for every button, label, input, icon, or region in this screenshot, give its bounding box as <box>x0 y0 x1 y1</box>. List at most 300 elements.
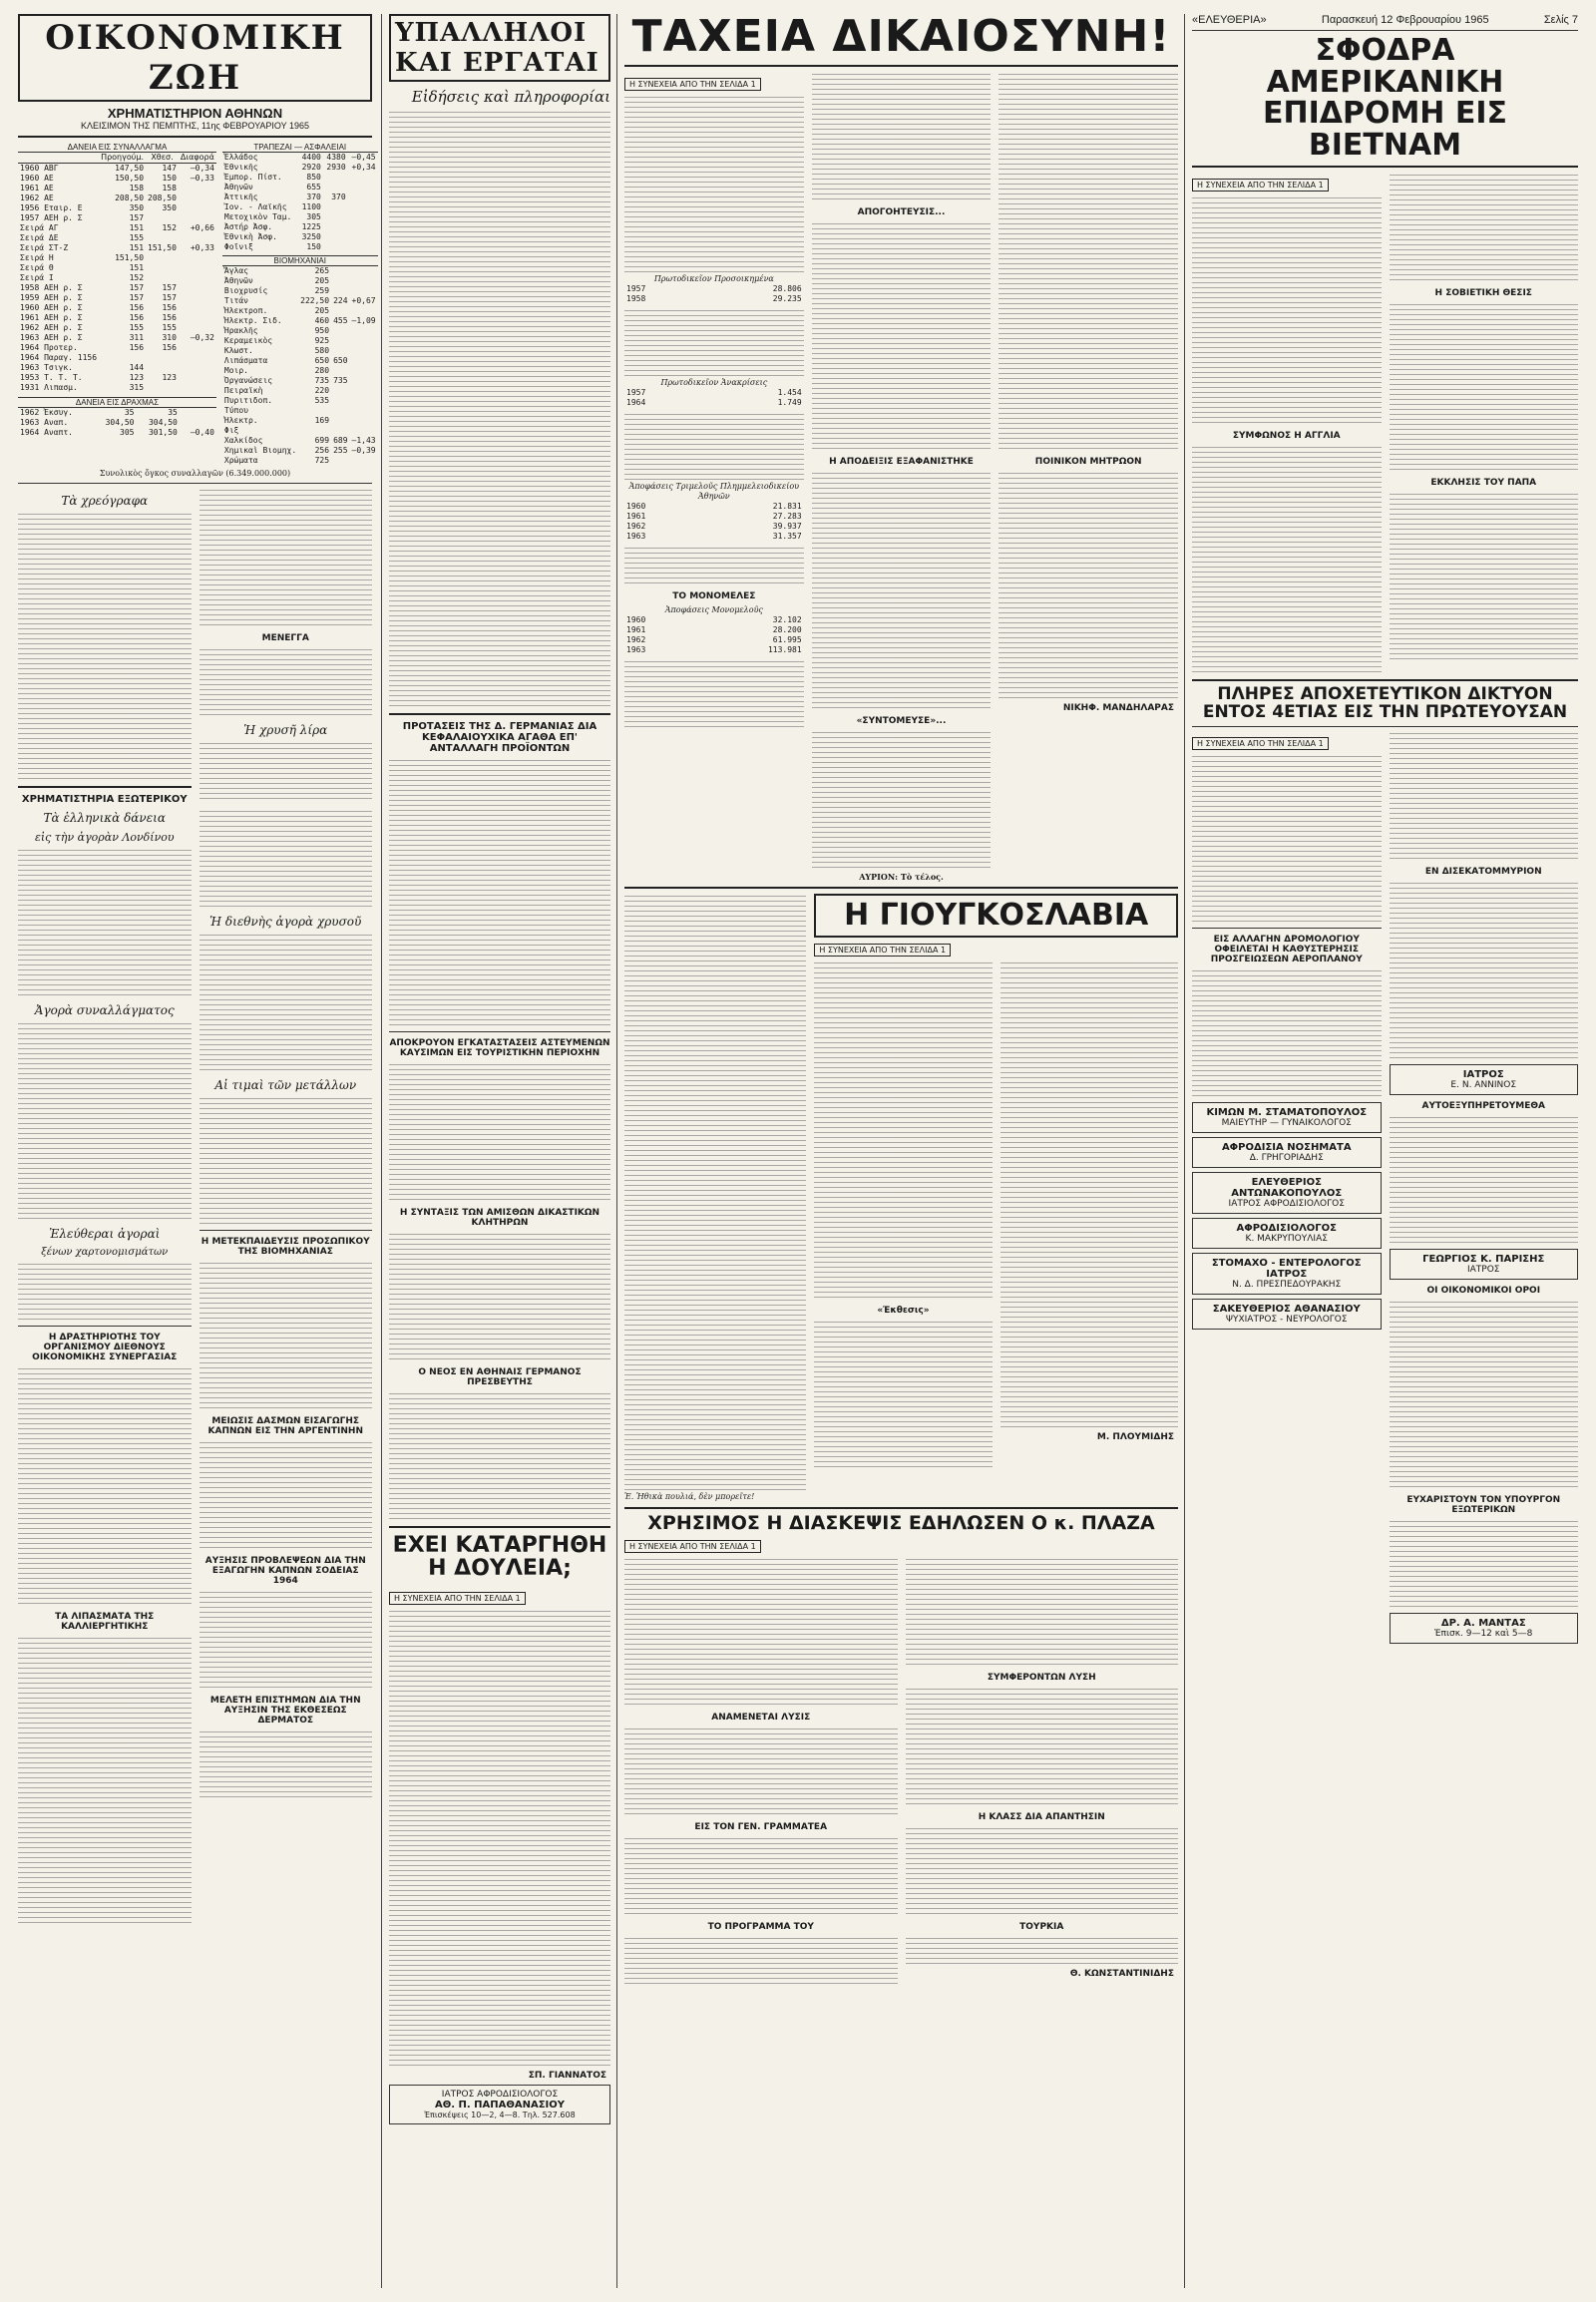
tobacco-export-text <box>200 1590 373 1690</box>
stats-c-table <box>624 502 804 542</box>
free-markets-sub: ξένων χαρτονομισμάτων <box>41 1247 169 1258</box>
stats-year: 1960 <box>626 615 646 625</box>
industry-row-name: Ἄγλας <box>223 266 248 275</box>
forex-text <box>18 1021 192 1221</box>
yugoslavia-text-1 <box>814 960 992 1300</box>
yugoslavia-note: «Ἐκθεσις» <box>877 1305 930 1316</box>
industry-row-name: Λιπάσματα <box>223 356 268 365</box>
industry-row <box>222 286 378 296</box>
industry-row-today <box>331 426 349 436</box>
sewers-text-7 <box>1390 1519 1579 1609</box>
industry-row-diff <box>350 306 378 316</box>
bank-row-name: Ἀστήρ Ἀσφ. <box>223 222 273 231</box>
drachma-loan-row-today: 304,50 <box>148 418 178 427</box>
sewers-continued: Η ΣΥΝΕΧΕΙΑ ΑΠΟ ΤΗΝ ΣΕΛΙΔΑ 1 <box>1192 737 1329 750</box>
industry-row-prev: 259 <box>314 286 330 295</box>
loan-row-name: 1931 Λιπασμ. <box>20 383 78 392</box>
industry-row-name: Τύπου <box>223 406 248 415</box>
strike-continued: Η ΣΥΝΕΧΕΙΑ ΑΠΟ ΤΗΝ ΣΕΛΙΔΑ 1 <box>389 1592 526 1605</box>
drachma-loan-row-prev: 304,50 <box>105 418 135 427</box>
loan-row-today <box>146 273 179 283</box>
loan-row-name: 1957 ΑΕΗ ρ. Σ <box>20 213 83 222</box>
industry-row-name: Ἡρακλῆς <box>223 326 258 335</box>
industry-row <box>222 406 378 416</box>
industry-row-today <box>331 336 349 346</box>
industry-row-today: 455 <box>333 316 348 325</box>
justice-text-1 <box>624 95 804 274</box>
stats-value: 61.995 <box>772 635 802 645</box>
loan-row-prev: 156 <box>129 303 145 312</box>
col-today: Χθεσ. <box>146 153 179 164</box>
loan-row-prev: 158 <box>129 184 145 192</box>
industry-row-diff: —0,39 <box>351 446 376 455</box>
industry-row-diff <box>350 266 378 276</box>
loan-row <box>18 343 216 353</box>
loan-row-name: 1958 ΑΕΗ ρ. Σ <box>20 283 83 292</box>
loan-row-diff <box>179 263 216 273</box>
loan-row-diff <box>179 343 216 353</box>
bank-row-prev: 4400 <box>301 153 321 162</box>
chronicle-title: Τὰ χρεόγραφα <box>61 494 149 508</box>
stats-year: 1958 <box>626 294 646 304</box>
industry-row-diff <box>350 356 378 366</box>
ad-5-line: Κ. ΜΑΚΡΥΠΟΥΛΙΑΣ <box>1245 1233 1328 1244</box>
bank-row-today: 2930 <box>326 163 346 172</box>
justice-text-9 <box>812 730 992 870</box>
loan-row <box>18 293 216 303</box>
industry-row-name: Ἠλεκτρ. <box>223 416 258 425</box>
loan-row-name: 1962 ΑΕΗ ρ. Σ <box>20 323 83 332</box>
chronicle-text <box>18 512 192 781</box>
london-title: εἰς τὴν ἀγορὰν Λονδίνου <box>34 831 175 844</box>
rates-text <box>200 809 373 909</box>
plaza-text-6 <box>906 1687 1179 1806</box>
sewers-sub3: ΑΥΤΟΕΞΥΠΗΡΕΤΟΥΜΕΘΑ <box>1421 1100 1545 1111</box>
justice-text-2 <box>624 308 804 378</box>
bank-row-diff: +0,34 <box>351 163 376 172</box>
plaza-text-5 <box>906 1557 1179 1667</box>
employees-masthead: ΥΠΑΛΛΗΛΟΙ ΚΑΙ ΕΡΓΑΤΑΙ <box>389 14 610 82</box>
industry-row <box>222 306 378 316</box>
org-title: Η ΔΡΑΣΤΗΡΙΟΤΗΣ ΤΟΥ ΟΡΓΑΝΙΣΜΟΥ ΔΙΕΘΝΟΥΣ ΟΙΚΟΝΟΜΙΚΗΣ ΣΥΝΕΡΓΑΣΙΑΣ <box>32 1333 178 1362</box>
drachma-loan-row-today: 35 <box>168 408 178 417</box>
loan-row-today: 208,50 <box>148 193 177 202</box>
vietnam-headline: ΣΦΟΔΡΑ ΑΜΕΡΙΚΑΝΙΚΗ ΕΠΙΔΡΟΜΗ ΕΙΣ ΒΙΕΤΝΑΜ <box>1262 33 1508 163</box>
yugoslavia-main <box>814 894 1178 1492</box>
ad-0-line: ΜΑΙΕΥΤΗΡ — ΓΥΝΑΙΚΟΛΟΓΟΣ <box>1221 1117 1352 1128</box>
forex-market-title: Ἀγορὰ συναλλάγματος <box>34 1003 175 1017</box>
drachma-loan-row-diff <box>180 418 216 428</box>
loan-row-diff <box>179 184 216 193</box>
total-value: (6.349.000.000) <box>225 469 291 478</box>
bank-row-name: Ἀθηνῶν <box>223 183 253 192</box>
industry-row-name: Μοιρ. <box>223 366 248 375</box>
loan-row-diff <box>179 383 216 393</box>
justice-col-2 <box>812 72 992 870</box>
stats-d-title: Ἀποφάσεις Μονομελοῦς <box>664 605 763 615</box>
loan-row <box>18 323 216 333</box>
economy-lower <box>18 488 372 1925</box>
loan-row-prev: 151,50 <box>115 253 145 262</box>
drachma-loan-row-diff <box>180 408 216 418</box>
industry-row <box>222 336 378 346</box>
stats-year: 1957 <box>626 388 646 398</box>
loan-row-prev: 151 <box>129 223 145 232</box>
loan-row-today: 158 <box>162 184 177 192</box>
tourist-text <box>389 1062 610 1202</box>
loan-row-prev: 152 <box>129 273 145 282</box>
justice-text-10 <box>998 72 1178 451</box>
ad-2-title: ΑΦΡΟΔΙΣΙΑ ΝΟΣΗΜΑΤΑ <box>1221 1141 1352 1153</box>
justice-col-1 <box>624 72 804 870</box>
staff-title: Η ΜΕΤΕΚΠΑΙΔΕΥΣΙΣ ΠΡΟΣΩΠΙΚΟΥ ΤΗΣ ΒΙΟΜΗΧΑΝΙΑΣ <box>200 1237 370 1257</box>
stats-value: 113.981 <box>767 645 802 655</box>
bank-row-name: Ἐμπορ. Πίστ. <box>223 173 282 182</box>
loan-row <box>18 184 216 193</box>
vietnam-text-1 <box>1192 195 1382 425</box>
industry-head: ΒΙΟΜΗΧΑΝΙΑΙ <box>222 255 378 266</box>
stats-a-title: Πρωτοδικεῖον Προσοικημένα <box>653 274 774 284</box>
industry-table <box>222 266 378 466</box>
page-header <box>1192 14 1578 26</box>
loan-row-today: 157 <box>162 293 177 302</box>
industry-row-today: 735 <box>333 376 348 385</box>
loan-row-diff <box>179 283 216 293</box>
bank-row-today: 370 <box>331 192 346 201</box>
industry-row-prev: 205 <box>314 306 330 315</box>
loan-row <box>18 333 216 343</box>
bank-row-prev: 1225 <box>301 222 321 231</box>
industry-row-diff <box>350 406 378 416</box>
yugoslavia-text-3 <box>1000 960 1178 1429</box>
industry-row-name: Ἡλεκτρ. Σιδ. <box>223 316 282 325</box>
metals-title: Αἱ τιμαὶ τῶν μετάλλων <box>214 1078 357 1092</box>
banks-head: ΤΡΑΠΕΖΑΙ — ΑΣΦΑΛΕΙΑΙ <box>222 143 378 153</box>
industry-row-today <box>331 276 349 286</box>
loan-row <box>18 303 216 313</box>
sewers-sub1: ΕΝ ΔΙΣΕΚΑΤΟΜΜΥΡΙΟΝ <box>1424 866 1542 877</box>
gold-title: Ἡ χρυσῆ λίρα <box>243 723 328 737</box>
stats-year: 1963 <box>626 532 646 542</box>
industry-row-diff <box>350 286 378 296</box>
ad-6 <box>1192 1253 1382 1295</box>
industry-row-prev <box>298 426 331 436</box>
loan-row-prev: 144 <box>129 363 145 372</box>
industry-row-today <box>331 416 349 426</box>
vietnam-text-3 <box>1390 173 1579 282</box>
bank-row-diff <box>348 183 378 192</box>
economy-lower-left <box>18 488 192 1925</box>
loans-table <box>18 153 216 393</box>
justice-text-11 <box>998 471 1178 700</box>
loan-row-name: 1963 ΑΕΗ ρ. Σ <box>20 333 83 342</box>
loan-row-today <box>146 363 179 373</box>
loan-row-name: Σειρά ΑΓ <box>20 223 59 232</box>
ad-name: ΑΘ. Π. ΠΑΠΑΘΑΝΑΣΙΟΥ <box>434 2100 566 2111</box>
stats-value: 21.831 <box>772 502 802 512</box>
vietnam-text-5 <box>1390 492 1579 661</box>
loan-row-today: 157 <box>162 283 177 292</box>
loan-row-diff <box>179 353 216 363</box>
ad-5-title: ΑΦΡΟΔΙΣΙΟΛΟΓΟΣ <box>1236 1222 1338 1234</box>
loan-row-prev: 150,50 <box>115 174 145 183</box>
bank-row-diff <box>348 192 378 202</box>
london-text <box>18 848 192 997</box>
leather-text <box>200 1729 373 1799</box>
strike-signature: ΣΠ. ΓΙΑΝΝΑΤΟΣ <box>528 2071 606 2082</box>
bank-row-prev: 1100 <box>301 202 321 211</box>
industry-row-diff: —1,43 <box>351 436 376 445</box>
stats-a-table <box>624 284 804 304</box>
loan-row-diff <box>179 203 216 213</box>
loan-row-today <box>146 353 179 363</box>
loan-row-diff <box>179 233 216 243</box>
industry-row-prev: 280 <box>314 366 330 375</box>
col-diff: Διαφορά <box>180 153 214 162</box>
loan-row-prev <box>99 353 146 363</box>
loan-row-prev: 350 <box>129 203 145 212</box>
loan-row <box>18 273 216 283</box>
industry-row-prev: 205 <box>314 276 330 285</box>
industry-row-prev: 580 <box>314 346 330 355</box>
stats-row <box>624 284 804 294</box>
loan-row-prev: 151 <box>129 243 145 252</box>
loan-row-name: 1960 ΑΒΓ <box>20 164 59 173</box>
plaza-continued: Η ΣΥΝΕΧΕΙΑ ΑΠΟ ΤΗΝ ΣΕΛΙΔΑ 1 <box>624 1540 761 1553</box>
drachma-loans-table <box>18 408 216 438</box>
stats-value: 27.283 <box>772 512 802 522</box>
ad-1-line: Ε. Ν. ΑΝΝΙΝΟΣ <box>1450 1079 1517 1090</box>
justice-headline: ΤΑΧΕΙΑ ΔΙΚΑΙΟΣΥΝΗ! <box>631 11 1171 62</box>
stats-b-table <box>624 388 804 408</box>
ad-2-line: Δ. ΓΡΗΓΟΡΙΑΔΗΣ <box>1249 1152 1324 1163</box>
sewers-sub4: ΟΙ ΟΙΚΟΝΟΜΙΚΟΙ ΟΡΟΙ <box>1426 1285 1541 1296</box>
employees-news-text <box>389 110 610 708</box>
loan-row-name: 1960 ΑΕΗ ρ. Σ <box>20 303 83 312</box>
loan-row-name: Σειρά Θ <box>20 263 54 272</box>
total-volume <box>18 469 372 479</box>
loan-row-today: 150 <box>162 174 177 183</box>
plaza-text-4 <box>624 1936 898 1986</box>
tobacco-text <box>200 1440 373 1550</box>
ad-8-line: Ἐπισκ. 9—12 καὶ 5—8 <box>1434 1628 1533 1639</box>
industry-row-name: Κλωστ. <box>223 346 253 355</box>
drachma-loans-head: ΔΑΝΕΙΑ ΕΙΣ ΔΡΑΧΜΑΣ <box>18 397 216 408</box>
bank-row <box>222 232 378 242</box>
justice-col-3 <box>998 72 1178 870</box>
economy-column <box>18 14 376 2288</box>
col-prev: Προηγούμ. <box>101 153 145 162</box>
justice-body <box>624 72 1178 870</box>
stats-year: 1960 <box>626 502 646 512</box>
ad-7-line: ΨΥΧΙΑΤΡΟΣ - ΝΕΥΡΟΛΟΓΟΣ <box>1225 1314 1348 1325</box>
stats-b-title: Πρωτοδικεῖον Ἀνακρίσεις <box>660 378 768 388</box>
industry-row-name: Βιοχρυσίς <box>223 286 268 295</box>
bank-row-diff <box>348 212 378 222</box>
pledges-text <box>200 647 373 717</box>
industry-row-today: 650 <box>333 356 348 365</box>
tourist-title: ΑΠΟΚΡΟΥΟΝ ΕΓΚΑΤΑΣΤΑΣΕΙΣ ΑΣΤΕΥΜΕΝΩΝ ΚΑΥΣΙΜΩΝ ΕΙΣ ΤΟΥΡΙΣΤΙΚΗΝ ΠΕΡΙΟΧΗΝ <box>389 1038 610 1058</box>
vietnam-text-4 <box>1390 302 1579 472</box>
industry-row-diff <box>350 416 378 426</box>
flow-label: Η ΑΠΟΔΕΙΞΙΣ ΕΞΑΦΑΝΙΣΤΗΚΕ <box>829 457 974 468</box>
sewers-sub5: ΕΥΧΑΡΙΣΤΟΥΝ ΤΟΝ ΥΠΟΥΡΓΟΝ ΕΞΩΤΕΡΙΚΩΝ <box>1406 1494 1561 1515</box>
loan-row <box>18 213 216 223</box>
industry-row <box>222 326 378 336</box>
loan-row-diff: +0,66 <box>190 223 214 232</box>
loan-row-today <box>146 253 179 263</box>
plaza-sub3: ΕΙΣ ΤΟΝ ΓΕΝ. ΓΡΑΜΜΑΤΕΑ <box>694 1822 828 1833</box>
industry-row <box>222 376 378 386</box>
plaza-text-8 <box>906 1936 1179 1966</box>
loan-row-prev: 157 <box>129 293 145 302</box>
loan-row-diff <box>179 193 216 203</box>
tobacco-title: ΜΕΙΩΣΙΣ ΔΑΣΜΩΝ ΕΙΣΑΓΩΓΗΣ ΚΑΠΝΩΝ ΕΙΣ ΤΗΝ ΑΡΓΕΝΤΙΝΗΝ <box>207 1416 363 1436</box>
sewers-body <box>1192 731 1578 1648</box>
justice-signature: ΝΙΚΗΦ. ΜΑΝΔΗΛΑΡΑΣ <box>1062 703 1175 714</box>
loan-row-prev: 147,50 <box>115 164 145 173</box>
industry-row-today <box>331 396 349 406</box>
loan-row-prev: 155 <box>129 233 145 242</box>
industry-row-name: Ἡλεκτροπ. <box>223 306 268 315</box>
ad-4-title: ΓΕΩΡΓΙΟΣ Κ. ΠΑΡΙΣΗΣ <box>1422 1253 1545 1265</box>
plaza-sub1: ΑΝΑΜΕΝΕΤΑΙ ΛΥΣΙΣ <box>711 1713 811 1724</box>
industry-row-prev: 535 <box>314 396 330 405</box>
vietnam-continued: Η ΣΥΝΕΧΕΙΑ ΑΠΟ ΤΗΝ ΣΕΛΙΔΑ 1 <box>1192 179 1329 192</box>
industry-row <box>222 426 378 436</box>
ad-8-title: ΔΡ. Α. ΜΑΝΤΑΣ <box>1440 1617 1526 1629</box>
foreign-exchange-title: ΧΡΗΜΑΤΙΣΤΗΡΙΑ ΕΞΩΤΕΡΙΚΟΥ <box>21 794 188 805</box>
stats-value: 28.200 <box>772 625 802 635</box>
ad-1 <box>1390 1064 1579 1095</box>
stats-value: 1.749 <box>777 398 802 408</box>
loan-row <box>18 223 216 233</box>
loan-row-prev: 208,50 <box>115 193 145 202</box>
page-label: Σελίς 7 <box>1543 14 1578 26</box>
bank-row-name: Ἀττικῆς <box>223 192 258 201</box>
loan-row-prev: 156 <box>129 343 145 352</box>
industry-row-prev: 222,50 <box>300 296 330 305</box>
justice-text-7 <box>812 221 992 451</box>
loan-row-diff <box>179 213 216 223</box>
stats-value: 29.235 <box>772 294 802 304</box>
bank-row-diff <box>348 173 378 183</box>
bank-row <box>222 202 378 212</box>
bank-row-diff: —0,45 <box>351 153 376 162</box>
industry-row <box>222 276 378 286</box>
loan-row <box>18 263 216 273</box>
stats-value: 31.357 <box>772 532 802 542</box>
loan-row-today: 123 <box>162 373 177 382</box>
plaza-sub2: ΣΥΜΦΕΡΟΝΤΩΝ ΛΥΣΗ <box>987 1673 1096 1684</box>
vietnam-body <box>1192 173 1578 674</box>
industry-row-prev: 925 <box>314 336 330 345</box>
industry-row-prev: 699 <box>314 436 330 445</box>
loan-row-diff <box>179 373 216 383</box>
stats-row <box>624 645 804 655</box>
stats-value: 32.102 <box>772 615 802 625</box>
drachma-loan-row-diff: —0,40 <box>190 428 214 437</box>
bank-row-prev: 850 <box>306 173 321 182</box>
ad-1-title: ΙΑΤΡΟΣ <box>1462 1068 1504 1080</box>
loan-row-diff <box>179 253 216 263</box>
loan-row-prev: 157 <box>129 283 145 292</box>
justice-text-6 <box>812 72 992 201</box>
employees-column <box>389 14 610 2288</box>
industry-row <box>222 366 378 376</box>
justice-tomorrow: ΑΥΡΙΟΝ: Τὸ τέλος. <box>859 872 944 883</box>
org-text <box>18 1366 192 1606</box>
plaza-signature: Θ. ΚΩΝΣΤΑΝΤΙΝΙΔΗΣ <box>1069 1969 1174 1980</box>
industry-row-today: 689 <box>333 436 348 445</box>
drachma-loan-row-name: 1962 Ἐκσυγ. <box>20 408 73 417</box>
economy-lower-right <box>200 488 373 1925</box>
industry-row <box>222 316 378 326</box>
vietnam-england: ΣΥΜΦΩΝΟΣ Η ΑΓΓΛΙΑ <box>1232 431 1341 441</box>
plaza-sub5: Η ΚΛΑΣΣ ΔΙΑ ΑΠΑΝΤΗΣΙΝ <box>978 1812 1105 1823</box>
industry-row <box>222 436 378 446</box>
bank-row-name: Φοῖνιξ <box>223 242 253 251</box>
ad-0 <box>1192 1102 1382 1133</box>
industry-row-today <box>331 326 349 336</box>
industry-row-diff <box>350 426 378 436</box>
loan-row-name: 1959 ΑΕΗ ρ. Σ <box>20 293 83 302</box>
loan-row <box>18 353 216 363</box>
loan-row <box>18 243 216 253</box>
pensions-title: Η ΣΥΝΤΑΞΙΣ ΤΩΝ ΑΜΙΣΘΩΝ ΔΙΚΑΣΤΙΚΩΝ ΚΛΗΤΗΡΩΝ <box>399 1208 600 1228</box>
bank-row <box>222 242 378 252</box>
industry-row-diff <box>350 456 378 466</box>
industry-row <box>222 266 378 276</box>
loan-row <box>18 174 216 184</box>
stats-value: 39.937 <box>772 522 802 532</box>
yugoslavia-body <box>814 960 1178 1469</box>
stats-value: 28.806 <box>772 284 802 294</box>
loan-row-diff: +0,33 <box>190 243 214 252</box>
loan-row-prev: 156 <box>129 313 145 322</box>
loan-row-today: 310 <box>162 333 177 342</box>
loan-row-name: 1962 ΑΕ <box>20 193 54 202</box>
stats-year: 1962 <box>626 522 646 532</box>
loan-row-diff <box>179 293 216 303</box>
loan-row-today <box>146 213 179 223</box>
drachma-loan-row-prev: 35 <box>124 408 135 417</box>
fertilizers-title: ΤΑ ΛΙΠΑΣΜΑΤΑ ΤΗΣ ΚΑΛΛΙΕΡΓΗΤΙΚΗΣ <box>55 1612 155 1632</box>
loan-row-today: 151,50 <box>148 243 177 252</box>
ad-3 <box>1192 1172 1382 1214</box>
industry-row <box>222 416 378 426</box>
loan-row-diff <box>179 363 216 373</box>
industry-row-diff: —1,09 <box>351 316 376 325</box>
loan-row-prev: 155 <box>129 323 145 332</box>
bank-row <box>222 173 378 183</box>
sewers-text-2 <box>1192 968 1382 1098</box>
industry-row-name: Χημικαὶ Βιομηχ. <box>223 446 297 455</box>
stats-d-table <box>624 615 804 655</box>
industry-row-diff <box>350 346 378 356</box>
drachma-loan-row-name: 1963 Αναπ. <box>20 418 69 427</box>
tobacco-export-title: ΑΥΞΗΣΙΣ ΠΡΟΒΛΕΨΕΩΝ ΔΙΑ ΤΗΝ ΕΞΑΓΩΓΗΝ ΚΑΠΝΩΝ ΣΟΔΕΙΑΣ 1964 <box>204 1556 366 1586</box>
loan-row-today: 156 <box>162 313 177 322</box>
sewers-headline: ΠΛΗΡΕΣ ΑΠΟΧΕΤΕΥΤΙΚΟΝ ΔΙΚΤΥΟΝ ΕΝΤΟΣ 4ΕΤΙΑΣ ΕΙΣ ΤΗΝ ΠΡΩΤΕΥΟΥΣΑΝ <box>1202 684 1568 722</box>
industry-row-diff <box>350 396 378 406</box>
loan-row-diff <box>179 303 216 313</box>
industry-row-name: Χαλκίδος <box>223 436 263 445</box>
plaza-body <box>624 1557 1178 1986</box>
industry-row-prev: 265 <box>314 266 330 275</box>
loan-row <box>18 313 216 323</box>
loan-row-prev: 151 <box>129 263 145 272</box>
